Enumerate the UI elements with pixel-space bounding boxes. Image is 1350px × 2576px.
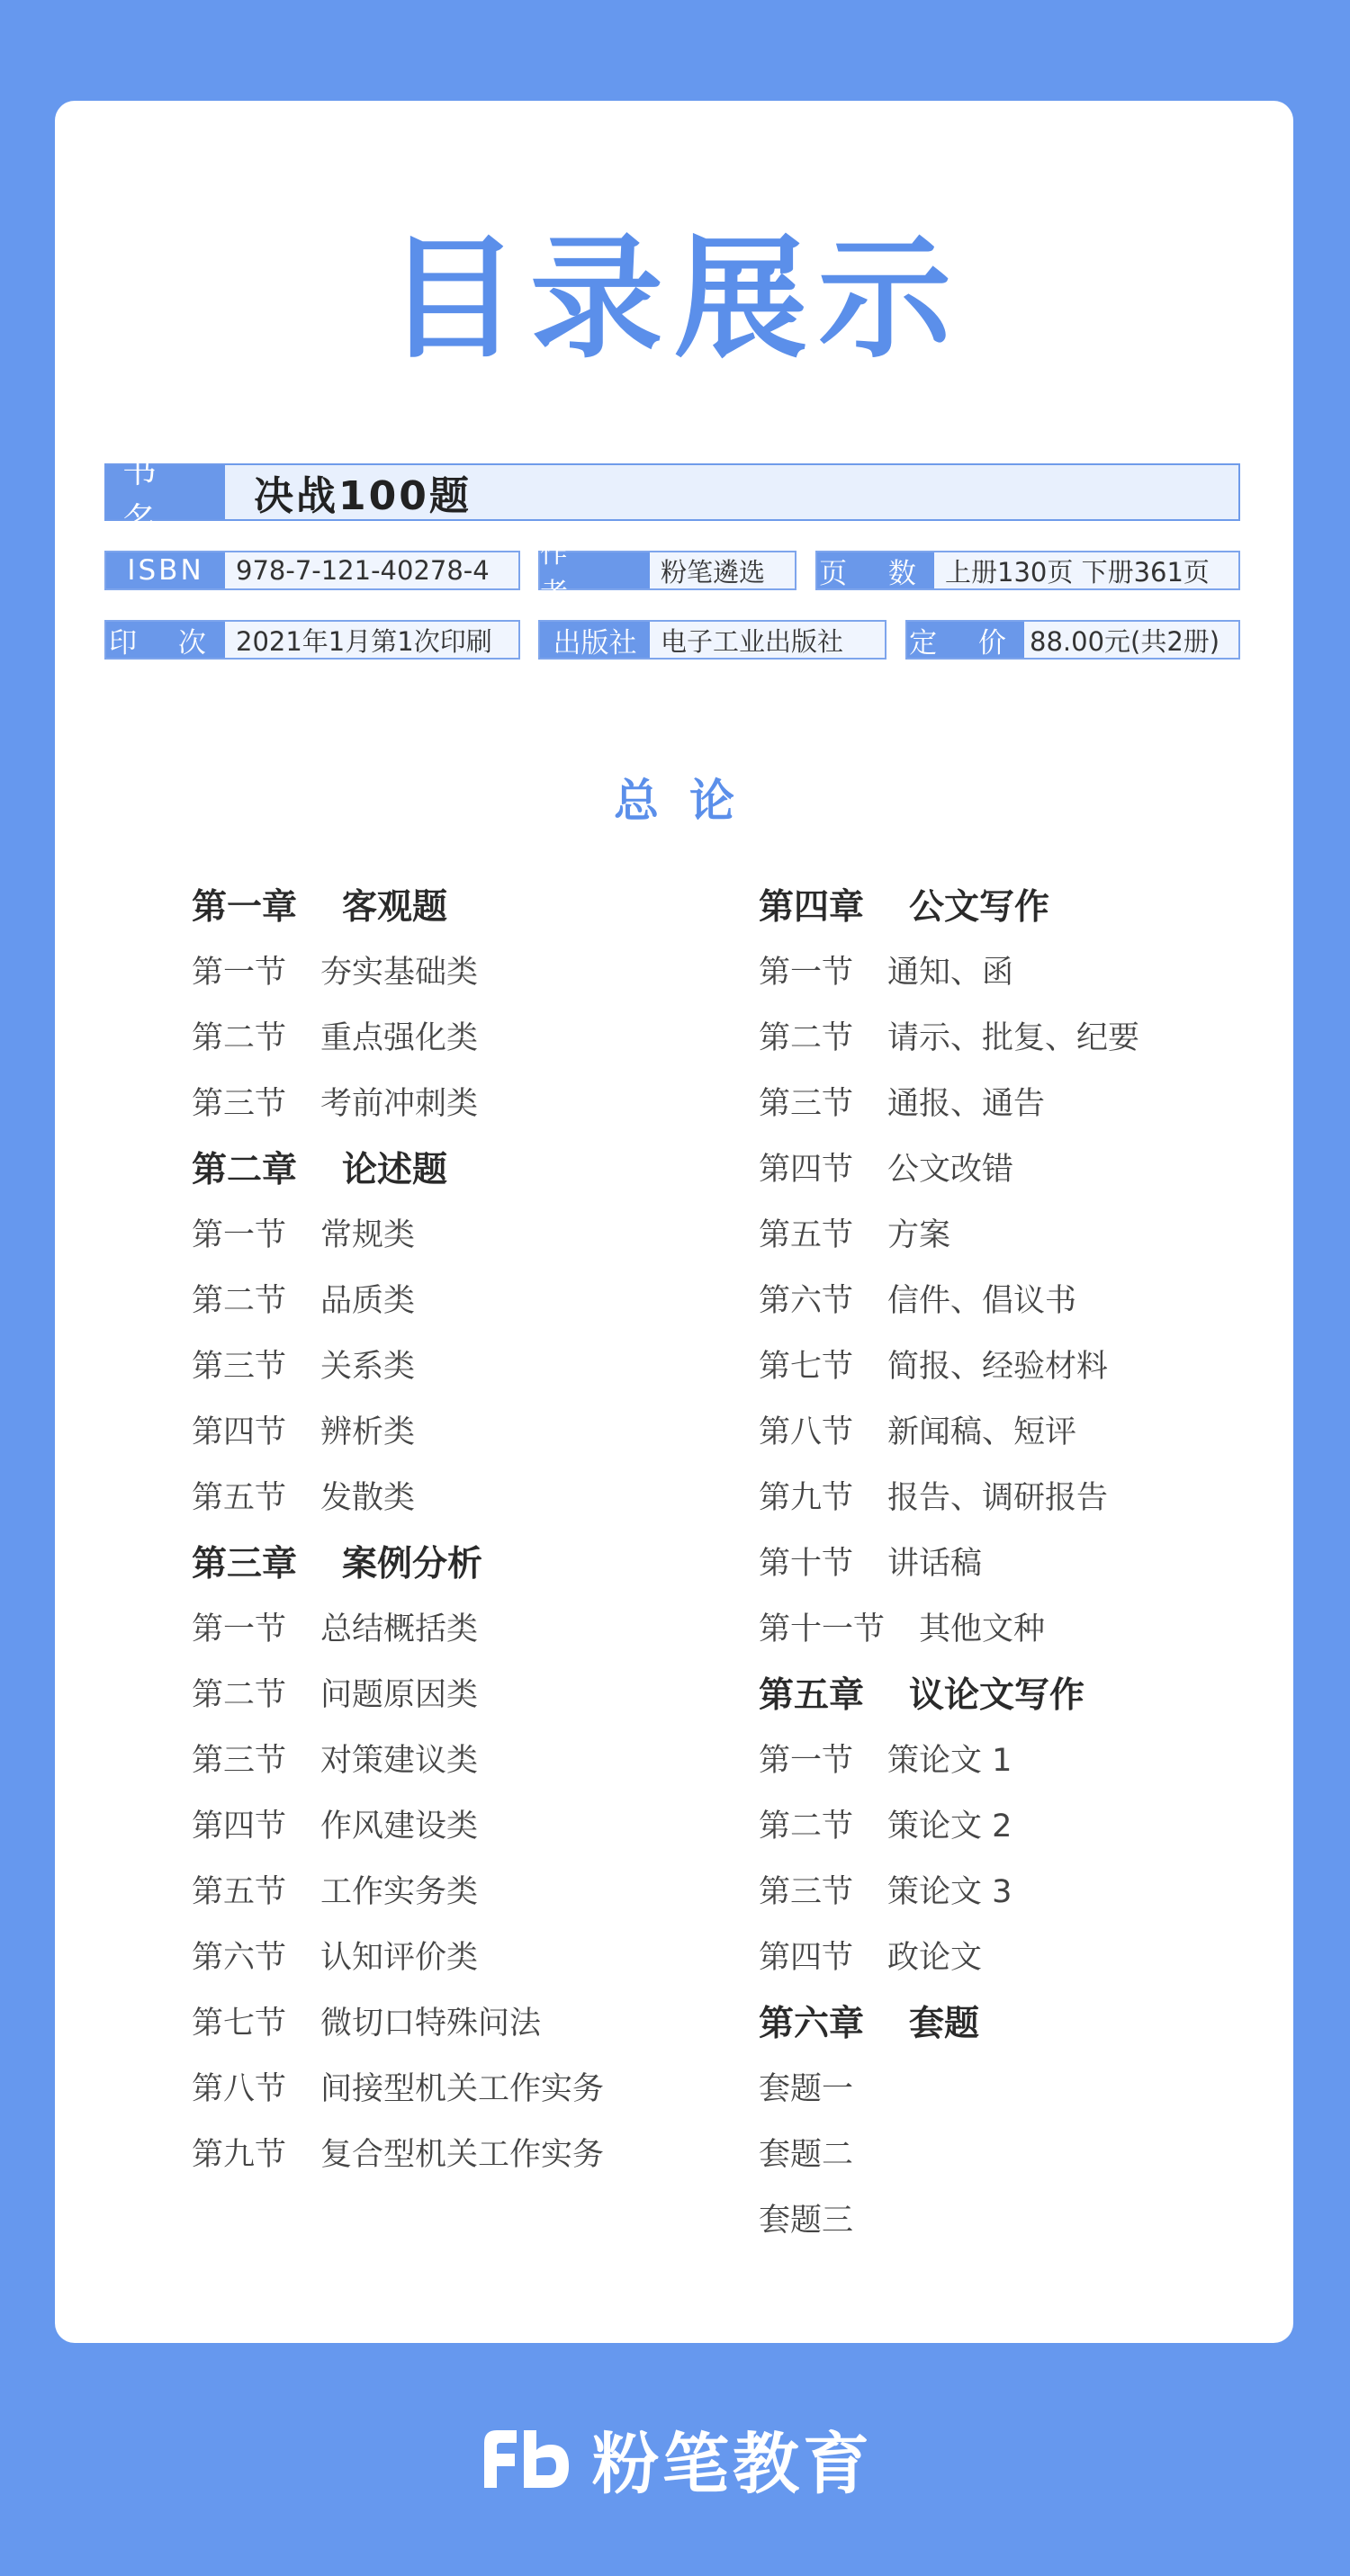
- toc-section: [192, 940, 604, 1006]
- publisher-value: 电子工业出版社: [661, 625, 844, 657]
- toc-item-number: 第六章: [759, 2004, 865, 2044]
- toc-section: [192, 1728, 604, 1794]
- toc-item-number: 第四节: [192, 1809, 287, 1844]
- toc-section: [192, 1006, 604, 1072]
- footer-brand: 粉笔教育: [592, 2426, 873, 2503]
- book-name-label: 书 名: [106, 465, 225, 519]
- print-value: 2021年1月第1次印刷: [236, 625, 492, 657]
- toc-item-title: 关系类: [320, 1349, 416, 1385]
- toc-section: [759, 1269, 1139, 1334]
- publisher-label: 出版社: [540, 622, 650, 658]
- toc-item-title: 夯实基础类: [320, 955, 479, 991]
- toc-section: [192, 1663, 604, 1728]
- toc-section: [192, 1925, 604, 1991]
- toc-section: [192, 1794, 604, 1860]
- toc-item-title: 总结概括类: [320, 1611, 479, 1647]
- toc-item-number: 第九节: [192, 2137, 287, 2173]
- isbn-cell: [104, 551, 520, 590]
- toc-item-title: 策论文 1: [887, 1743, 1012, 1779]
- toc-section: [759, 1203, 1139, 1269]
- page-title: 目录展示: [386, 221, 962, 376]
- fb-logo-icon: [477, 2423, 576, 2495]
- toc-chapter: [759, 1663, 1139, 1728]
- print-cell: [104, 620, 520, 660]
- toc-item-title: 论述题: [342, 1150, 448, 1190]
- toc-item-number: 第五节: [192, 1480, 287, 1516]
- toc-item-number: 第二节: [192, 1020, 287, 1056]
- book-name-row: [104, 451, 1240, 540]
- toc-section: [192, 1203, 604, 1269]
- toc-item-number: 第三节: [192, 1349, 287, 1385]
- toc-item-number: 第十一节: [759, 1611, 886, 1647]
- toc-section: [192, 1991, 604, 2057]
- toc-section: [759, 1006, 1139, 1072]
- toc-item-title: 报告、调研报告: [887, 1480, 1109, 1516]
- toc-item-title: 请示、批复、纪要: [887, 1020, 1140, 1056]
- toc-item-title: 辨析类: [320, 1414, 416, 1450]
- toc-section: [192, 2123, 604, 2188]
- toc-item-title: 简报、经验材料: [887, 1349, 1109, 1385]
- toc-item-title: 新闻稿、短评: [887, 1414, 1077, 1450]
- isbn-value: 978-7-121-40278-4: [236, 555, 490, 586]
- toc-chapter: [759, 1991, 1139, 2057]
- toc-item-number: 第四节: [759, 1152, 854, 1188]
- toc-item-number: 第七节: [192, 2006, 287, 2042]
- toc-chapter: [192, 1531, 604, 1597]
- toc-item-title: 发散类: [320, 1480, 416, 1516]
- footer-logo: [0, 2411, 1350, 2507]
- toc-item-title: 议论文写作: [909, 1675, 1085, 1716]
- toc-item-number: 第二章: [192, 1150, 298, 1190]
- toc-item-number: 第四章: [759, 887, 865, 928]
- toc-item-title: 对策建议类: [320, 1743, 479, 1779]
- toc-item-title: 公文写作: [909, 887, 1050, 928]
- toc-item-title: 案例分析: [342, 1544, 483, 1584]
- toc-item-title: 作风建设类: [320, 1809, 479, 1844]
- author-cell: [538, 537, 796, 610]
- toc-item-number: 第一节: [759, 955, 854, 991]
- toc-item-title: 方案: [887, 1217, 951, 1253]
- toc-item-title: 策论文 3: [887, 1874, 1012, 1910]
- toc-item-title: 政论文: [887, 1940, 983, 1976]
- toc-section: [192, 1466, 604, 1531]
- toc-item-title: 公文改错: [887, 1152, 1014, 1188]
- publisher-cell: [538, 620, 886, 660]
- toc-chapter: [759, 875, 1139, 940]
- toc-chapter: [192, 875, 604, 940]
- toc-item-number: 第三章: [192, 1544, 298, 1584]
- author-label: 作 者: [540, 552, 650, 588]
- toc-chapter: [192, 1137, 604, 1203]
- toc-item-number: 第三节: [759, 1086, 854, 1122]
- toc-item-title: 客观题: [342, 887, 448, 928]
- toc-item-title: 其他文种: [919, 1611, 1046, 1647]
- toc-item-number: 第二节: [192, 1283, 287, 1319]
- price-label: 定 价: [907, 622, 1024, 658]
- toc-item-number: 第三节: [192, 1743, 287, 1779]
- book-name-value: 决战100题: [254, 473, 472, 519]
- toc-section: [192, 1597, 604, 1663]
- toc-item-title: 讲话稿: [887, 1546, 983, 1582]
- toc-item-number: 第五节: [759, 1217, 854, 1253]
- toc-section: [759, 1860, 1139, 1925]
- toc-item-number: 第六节: [759, 1283, 854, 1319]
- toc-section: [759, 2057, 1139, 2123]
- toc-section: [759, 1137, 1139, 1203]
- toc-item-number: 第八节: [192, 2071, 287, 2107]
- toc-section: [192, 2057, 604, 2123]
- toc-section: [192, 1860, 604, 1925]
- toc-item-number: 第四节: [759, 1940, 854, 1976]
- toc-item-number: 第八节: [759, 1414, 854, 1450]
- toc-section: [759, 1400, 1139, 1466]
- toc-item-number: 第七节: [759, 1349, 854, 1385]
- toc-section: [759, 1531, 1139, 1597]
- toc-item-number: 第十节: [759, 1546, 854, 1582]
- toc-item-title: 策论文 2: [887, 1809, 1012, 1844]
- toc-right-column: [759, 875, 1139, 2254]
- toc-section: [192, 1400, 604, 1466]
- toc-item-title: 工作实务类: [320, 1874, 479, 1910]
- section-title: 总论: [614, 775, 765, 827]
- toc-item-number: 套题二: [759, 2137, 854, 2173]
- toc-item-title: 通报、通告: [887, 1086, 1046, 1122]
- toc-section: [759, 2123, 1139, 2188]
- pages-label: 页 数: [817, 552, 934, 588]
- print-label: 印 次: [106, 622, 225, 658]
- toc-item-title: 复合型机关工作实务: [320, 2137, 605, 2173]
- toc-item-title: 品质类: [320, 1283, 416, 1319]
- toc-item-number: 第九节: [759, 1480, 854, 1516]
- toc-section: [759, 1072, 1139, 1137]
- toc-item-number: 第一节: [192, 1217, 287, 1253]
- toc-item-number: 第五章: [759, 1675, 865, 1716]
- isbn-label: ISBN: [106, 552, 225, 588]
- author-value: 粉笔遴选: [661, 556, 766, 588]
- toc-item-title: 考前冲刺类: [320, 1086, 479, 1122]
- pages-value: 上册130页 下册361页: [945, 556, 1210, 588]
- toc-item-number: 第一章: [192, 887, 298, 928]
- toc-section: [192, 1334, 604, 1400]
- toc-item-title: 套题: [909, 2004, 980, 2044]
- toc-item-title: 问题原因类: [320, 1677, 479, 1713]
- toc-section: [192, 1072, 604, 1137]
- toc-section: [759, 2188, 1139, 2254]
- toc-item-title: 重点强化类: [320, 1020, 479, 1056]
- toc-item-number: 第六节: [192, 1940, 287, 1976]
- toc-section: [759, 1728, 1139, 1794]
- toc-item-title: 微切口特殊问法: [320, 2006, 542, 2042]
- toc-left-column: [192, 875, 604, 2188]
- toc-section: [759, 1794, 1139, 1860]
- content-card: [55, 101, 1293, 2343]
- toc-item-number: 第二节: [759, 1809, 854, 1844]
- toc-item-number: 第一节: [759, 1743, 854, 1779]
- toc-item-number: 套题三: [759, 2203, 854, 2239]
- toc-item-number: 第二节: [759, 1020, 854, 1056]
- toc-item-number: 第一节: [192, 955, 287, 991]
- toc-section: [759, 1597, 1139, 1663]
- toc-section: [759, 1334, 1139, 1400]
- toc-item-number: 套题一: [759, 2071, 854, 2107]
- toc-item-number: 第三节: [192, 1086, 287, 1122]
- toc-item-number: 第一节: [192, 1611, 287, 1647]
- toc-item-title: 常规类: [320, 1217, 416, 1253]
- toc-section: [759, 1925, 1139, 1991]
- pages-cell: [815, 551, 1240, 590]
- price-value: 88.00元(共2册): [1030, 625, 1220, 657]
- toc-section: [759, 1466, 1139, 1531]
- toc-item-title: 认知评价类: [320, 1940, 479, 1976]
- toc-section: [192, 1269, 604, 1334]
- toc-item-number: 第五节: [192, 1874, 287, 1910]
- toc-item-number: 第二节: [192, 1677, 287, 1713]
- price-cell: [905, 620, 1240, 660]
- toc-item-title: 通知、函: [887, 955, 1014, 991]
- toc-item-title: 信件、倡议书: [887, 1283, 1077, 1319]
- toc-item-title: 间接型机关工作实务: [320, 2071, 605, 2107]
- toc-section: [759, 940, 1139, 1006]
- toc-item-number: 第三节: [759, 1874, 854, 1910]
- toc-item-number: 第四节: [192, 1414, 287, 1450]
